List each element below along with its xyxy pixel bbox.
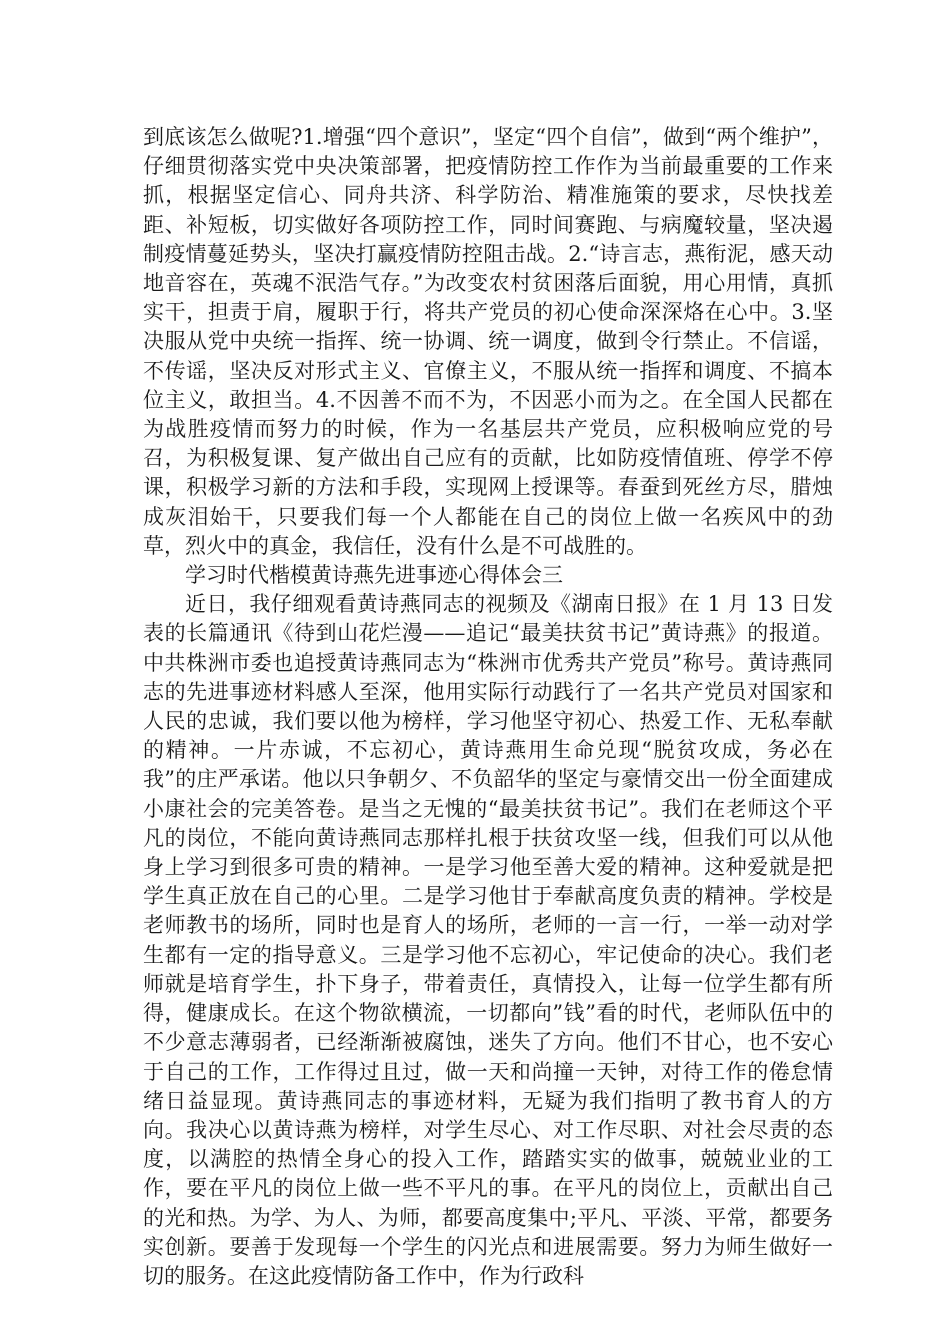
body-paragraph-2: 近日，我仔细观看黄诗燕同志的视频及《湖南日报》在 1 月 13 日发表的长篇通讯《待到山花烂漫——追记“最美扶贫书记”黄诗燕》的报道。中共株洲市委也追授黄诗燕同志为“株洲市优秀共产党员”称号。黄诗燕同志的先进事迹材料感人至深，他用实际行动践行了一名共产党员对国家和人民的忠诚，我们要以他为榜样，学习他坚守初心、热爱工作、无私奉献的精神。一片赤诚，不忘初心，黄诗燕用生命兑现“脱贫攻成，务必在我”的庄严承诺。他以只争朝夕、不负韶华的坚定与豪情交出一份全面建成小康社会的完美答卷。是当之无愧的“最美扶贫书记”。我们在老师这个平凡的岗位，不能向黄诗燕同志那样扎根于扶贫攻坚一线，但我们可以从他身上学习到很多可贵的精神。一是学习他至善大爱的精神。这种爱就是把学生真正放在自己的心里。二是学习他甘于奉献高度负责的精神。学校是老师教书的场所，同时也是育人的场所，老师的一言一行，一举一动对学生都有一定的指导意义。三是学习他不忘初心，牢记使命的决心。我们老师就是培育学生，扑下身子，带着责任，真情投入，让每一位学生都有所得，健康成长。在这个物欲横流，一切都向”钱”看的时代，老师队伍中的不少意志薄弱者，已经渐渐被腐蚀，迷失了方向。他们不甘心，也不安心于自己的工作，工作得过且过，做一天和尚撞一天钟，对待工作的倦怠情绪日益显现。黄诗燕同志的事迹材料，无疑为我们指明了教书育人的方向。我决心以黄诗燕为榜样，对学生尽心、对工作尽职、对社会尽责的态度，以满腔的热情全身心的投入工作，踏踏实实的做事，兢兢业业的工作，要在平凡的岗位上做一些不平凡的事。在平凡的岗位上，贡献出自己的光和热。为学、为人、为师，都要高度集中;平凡、平淡、平常，都要务实创新。要善于发现每一个学生的闪光点和进展需要。努力为师生做好一切的服务。在这此疫情防备工作中，作为行政科	[143, 592, 833, 1288]
body-paragraph-1: 到底该怎么做呢?1.增强“四个意识”，坚定“四个自信”，做到“两个维护”，仔细贯彻落实党中央决策部署，把疫情防控工作作为当前最重要的工作来抓，根据坚定信心、同舟共济、科学防治、精准施策的要求，尽快找差距、补短板，切实做好各项防控工作，同时间赛跑、与病魔较量，坚决遏制疫情蔓延势头，坚决打赢疫情防控阻击战。2.“诗言志，燕衔泥，感天动地音容在，英魂不泯浩气存。”为改变农村贫困落后面貌，用心用情，真抓实干，担责于肩，履职于行，将共产党员的初心使命深深烙在心中。3.坚决服从党中央统一指挥、统一协调、统一调度，做到令行禁止。不信谣，不传谣，坚决反对形式主义、官僚主义，不服从统一指挥和调度、不搞本位主义，敢担当。4.不因善不而不为，不因恶小而为之。在全国人民都在为战胜疫情而努力的时候，作为一名基层共产党员，应积极响应党的号召，为积极复课、复产做出自己应有的贡献，比如防疫情值班、停学不停课，积极学习新的方法和手段，实现网上授课等。春蚕到死丝方尽，腊烛成灰泪始干，只要我们每一个人都能在自己的岗位上做一名疾风中的劲草，烈火中的真金，我信任，没有什么是不可战胜的。	[143, 125, 833, 558]
section-heading: 学习时代楷模黄诗燕先进事迹心得体会三	[185, 563, 563, 588]
document-body	[143, 123, 833, 1291]
